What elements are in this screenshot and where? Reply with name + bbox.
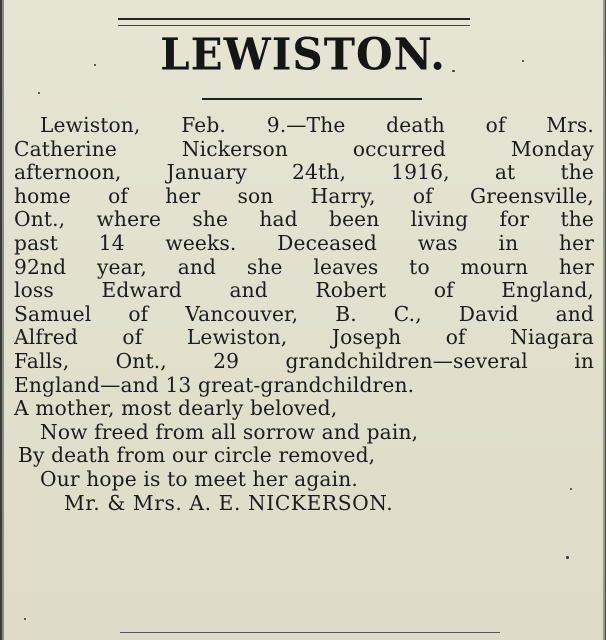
- body-line: 92nd year, and she leaves to mourn her: [14, 255, 594, 279]
- print-speck: [566, 556, 569, 559]
- clipping-right-edge: [602, 0, 606, 640]
- body-line: England—and 13 great-grandchildren.: [14, 373, 415, 397]
- top-rule: [118, 18, 470, 26]
- body-line: afternoon, January 24th, 1916, at the: [14, 161, 594, 185]
- body-line: Samuel of Vancouver, B. C., David and: [14, 302, 594, 326]
- print-speck: [24, 618, 26, 620]
- body-line: Lewiston, Feb. 9.—The death of Mrs.: [40, 114, 594, 137]
- print-speck: [38, 92, 40, 94]
- body-line: home of her son Harry, of Greensville,: [14, 184, 594, 208]
- print-speck: [522, 60, 524, 62]
- body-line: loss Edward and Robert of England,: [14, 279, 594, 303]
- poem-line: By death from our circle removed,: [18, 444, 376, 468]
- body-line: Catherine Nickerson occurred Monday: [14, 137, 594, 161]
- poem-line: A mother, most dearly beloved,: [14, 397, 338, 421]
- title-rule: [202, 98, 422, 100]
- print-speck: [452, 70, 455, 72]
- poem-line: Now freed from all sorrow and pain,: [40, 420, 419, 444]
- print-speck: [94, 64, 96, 66]
- bottom-rule: [120, 632, 500, 633]
- article-title: LEWISTON.: [160, 28, 446, 81]
- article-body: [14, 114, 594, 515]
- body-line: past 14 weeks. Deceased was in her: [14, 231, 594, 255]
- body-line: Falls, Ont., 29 grandchildren—several in: [14, 349, 594, 373]
- poem-line: Our hope is to meet her again.: [40, 467, 358, 491]
- body-line: Ont., where she had been living for the: [14, 208, 594, 232]
- signature: Mr. & Mrs. A. E. NICKERSON.: [64, 491, 394, 515]
- clipping-left-edge: [0, 0, 6, 640]
- body-line: Alfred of Lewiston, Joseph of Niagara: [14, 326, 594, 350]
- print-speck: [570, 488, 572, 490]
